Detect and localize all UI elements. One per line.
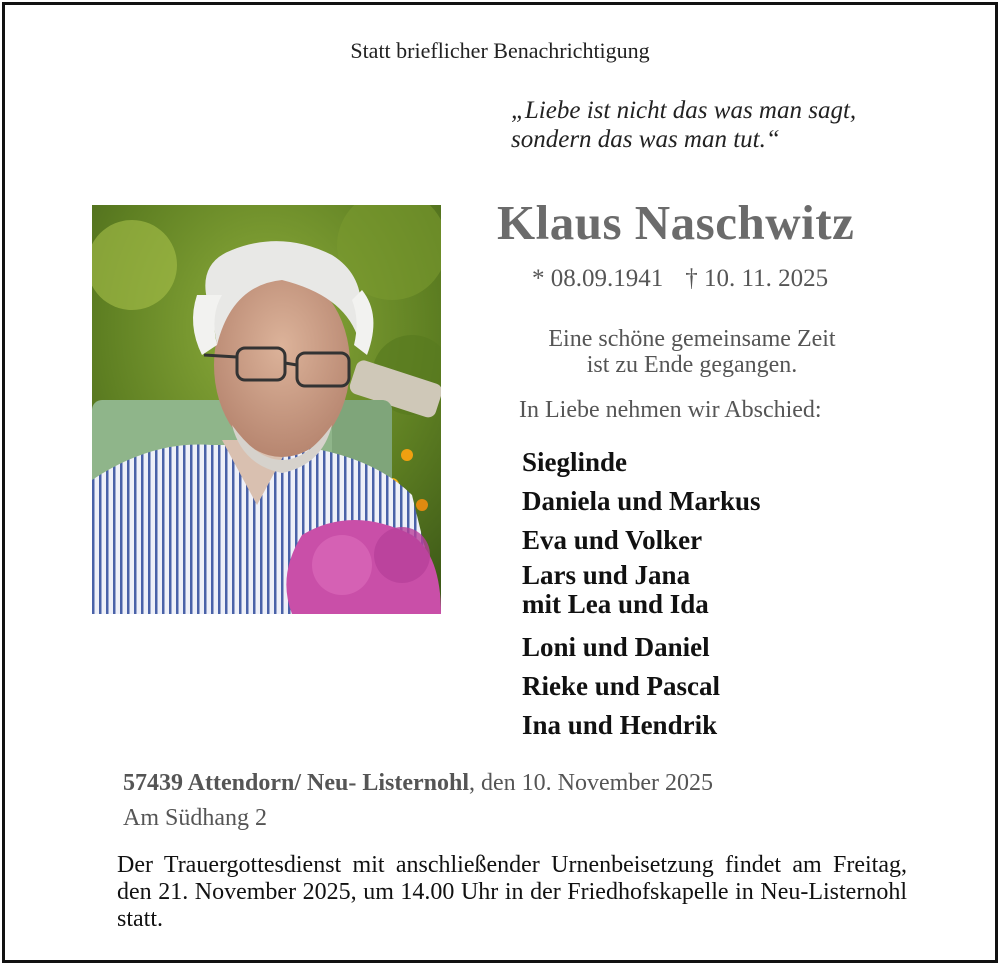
family-list (522, 444, 761, 746)
quote-line-1: „Liebe ist nicht das was man sagt, (511, 97, 857, 124)
address-street: Am Südhang 2 (123, 805, 267, 831)
quote (511, 96, 856, 154)
tagline-line-2: ist zu Ende gegangen. (586, 352, 798, 378)
birth-date: * 08.09.1941 (532, 265, 664, 292)
address-place: 57439 Attendorn/ Neu- Listernohl (123, 770, 470, 796)
family-member: Eva und Volker (522, 525, 703, 555)
family-member: Sieglinde (522, 447, 628, 477)
service-announcement: Der Trauergottesdienst mit anschließender Urnenbeisetzung findet am Freitag, den 21. November 2025, um 14.00 Uhr in der Friedhofskapelle in Neu-Listernohl statt. (117, 852, 907, 932)
deceased-name: Klaus Naschwitz (497, 195, 855, 250)
quote-line-2: sondern das was man tut.“ (511, 126, 780, 153)
family-member (522, 561, 761, 629)
family-member: Ina und Hendrik (522, 710, 718, 740)
portrait-photo (92, 205, 441, 614)
family-member: Rieke und Pascal (522, 671, 721, 701)
tagline-line-1: Eine schöne gemeinsame Zeit (548, 326, 836, 352)
family-member-line-1: Lars und Jana (522, 560, 691, 590)
life-dates (532, 265, 828, 293)
farewell-text: In Liebe nehmen wir Abschied: (519, 397, 822, 423)
notice-header: Statt brieflicher Benachrichtigung (350, 38, 650, 63)
address-date: , den 10. November 2025 (469, 770, 713, 796)
family-member: Daniela und Markus (522, 486, 761, 516)
address-line (123, 770, 713, 797)
family-member: Loni und Daniel (522, 632, 710, 662)
family-member-line-2: mit Lea und Ida (522, 589, 709, 619)
death-date: † 10. 11. 2025 (685, 265, 829, 292)
tagline (492, 326, 892, 378)
